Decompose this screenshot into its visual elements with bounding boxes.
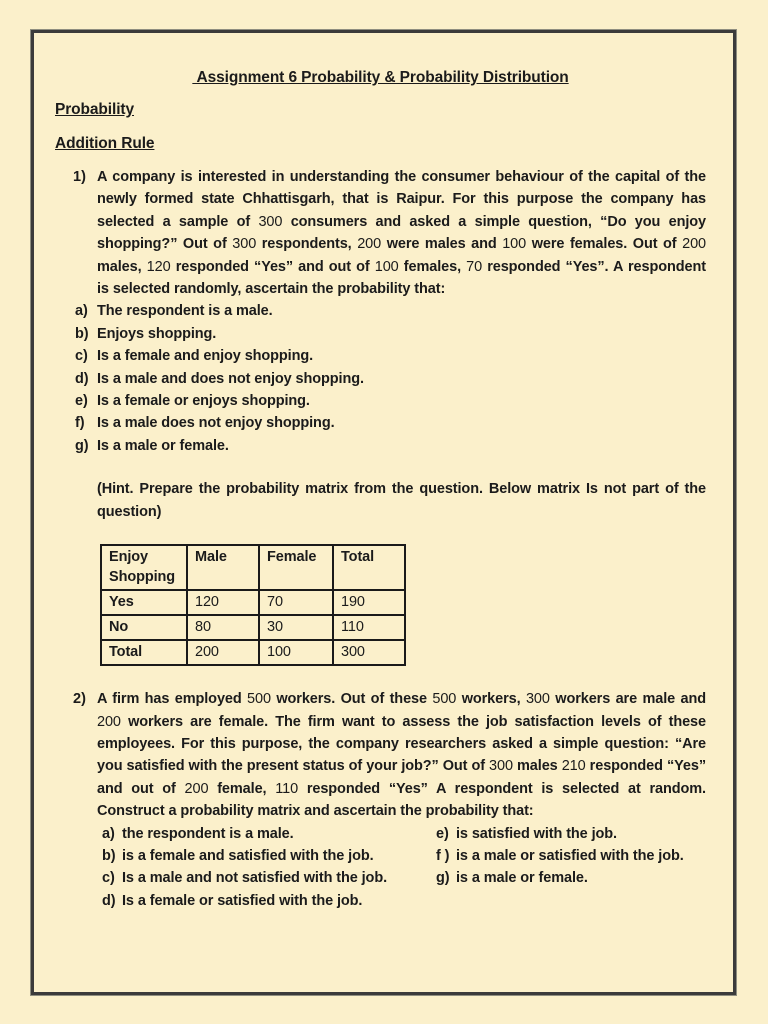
- question-2-item-b: b) is a female and satisfied with the job.: [102, 847, 374, 864]
- table-row-yes: Yes 120 70 190: [101, 590, 405, 615]
- question-2-item-e: e) is satisfied with the job.: [436, 825, 617, 842]
- question-2-items-left: [102, 823, 436, 913]
- question-1: [73, 166, 706, 300]
- probability-matrix-table: [100, 544, 406, 666]
- question-2-item-c: c) Is a male and not satisfied with the job.: [102, 870, 387, 887]
- question-1-item-e: e) Is a female or enjoys shopping.: [75, 393, 310, 410]
- question-1-item-b: b) Enjoys shopping.: [75, 325, 217, 342]
- question-2-item-g: g) is a male or female.: [436, 870, 588, 887]
- document-page: [31, 30, 736, 995]
- question-1-text: A company is interested in understanding the consumer behaviour of the capital of the newly formed state Chhattisgarh, that is Raipur. For this purpose the company has selected a sample of 300 consumers and asked a simple question, “Do you enjoy shopping?” Out of 300 respondents, 200 were males and 100 were females. Out of 200 males, 120 responded “Yes” and out of 100 females, 70 responded “Yes”. A respondent is selected randomly, ascertain the probability that:: [97, 169, 707, 298]
- question-2-text: A firm has employed 500 workers. Out of these 500 workers, 300 workers are male and 200 workers are female. The firm want to assess the job satisfaction levels of these employees. For this purpose, the company researchers asked a simple question: “Are you satisfied with the present status of your job?” Out of 300 males 210 responded “Yes” and out of 200 female, 110 responded “Yes” A respondent is selected at random. Construct a probability matrix and ascertain the probability that:: [97, 691, 707, 820]
- question-1-item-g: g) Is a male or female.: [75, 437, 229, 454]
- question-2-items-right: [436, 823, 684, 913]
- table-header-total: Total: [333, 545, 405, 590]
- question-1-item-a: a) The respondent is a male.: [75, 303, 273, 320]
- question-2: [73, 688, 706, 822]
- table-row-no: No 80 30 110: [101, 615, 405, 640]
- question-2-item-d: d) Is a female or satisfied with the job.: [102, 892, 363, 909]
- question-1-number: 1): [73, 169, 86, 185]
- table-header-enjoy-shopping: Enjoy Shopping: [101, 545, 187, 590]
- question-2-number: 2): [73, 691, 86, 708]
- question-2-item-a: a) the respondent is a male.: [102, 825, 294, 842]
- question-1-item-c: c) Is a female and enjoy shopping.: [75, 348, 314, 365]
- table-header-male: Male: [187, 545, 259, 590]
- question-2-items: [55, 823, 706, 913]
- table-header-row: [101, 545, 405, 590]
- question-1-item-f: f) Is a male does not enjoy shopping.: [75, 415, 335, 432]
- table-header-female: Female: [259, 545, 333, 590]
- heading-probability: Probability: [55, 101, 134, 118]
- question-2-item-f: f ) is a male or satisfied with the job.: [436, 847, 684, 864]
- question-1-items: [75, 300, 706, 457]
- hint-text: (Hint. Prepare the probability matrix from the question. Below matrix Is not part of the question): [97, 481, 706, 520]
- question-1-item-d: d) Is a male and does not enjoy shopping.: [75, 370, 364, 387]
- heading-addition-rule: Addition Rule: [55, 135, 155, 152]
- table-row-total: Total 200 100 300: [101, 640, 405, 665]
- page-title: Assignment 6 Probability & Probability Distribution: [192, 69, 569, 86]
